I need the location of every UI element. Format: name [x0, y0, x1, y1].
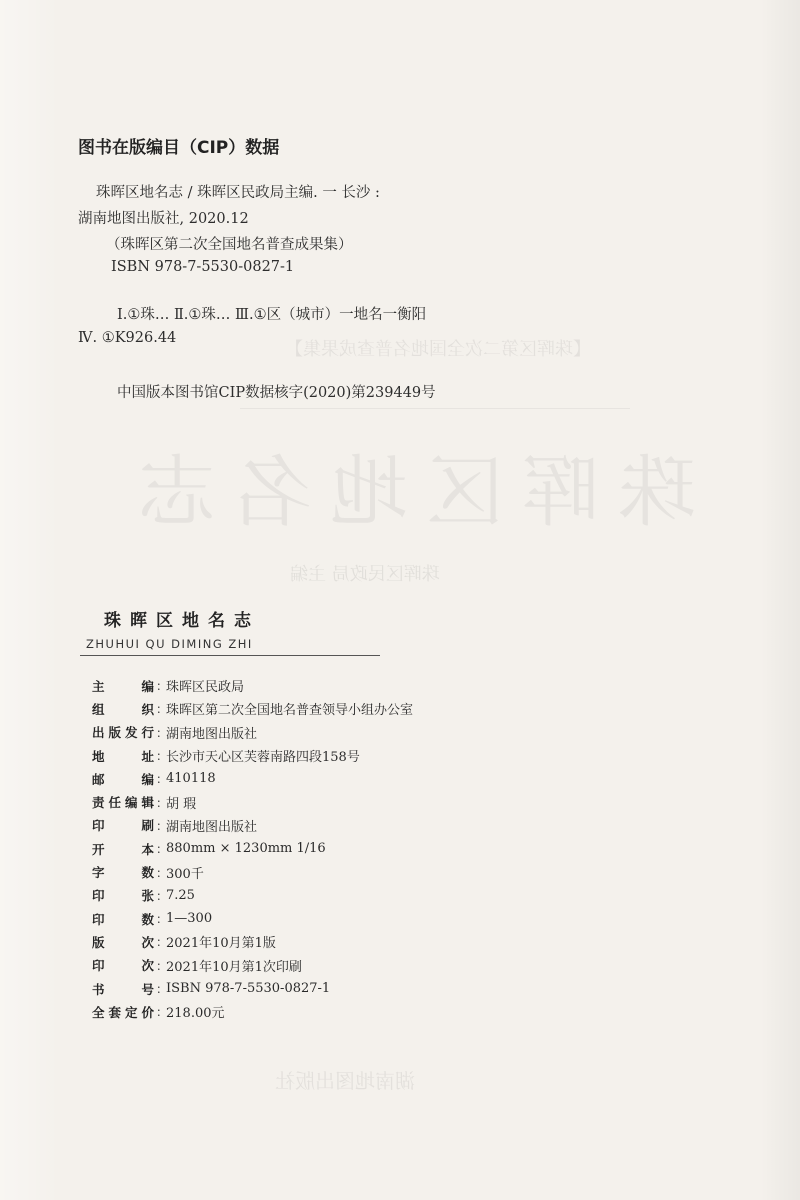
info-value: 湖南地图出版社 [166, 819, 258, 835]
info-label: 印次 [92, 958, 154, 974]
cip-line-publisher: 湖南地图出版社, 2020.12 [78, 211, 249, 227]
info-label: 全套定价 [92, 1004, 154, 1020]
info-label: 邮编 [92, 771, 154, 787]
publication-info-list [92, 674, 413, 1023]
info-label: 书号 [92, 981, 154, 997]
info-row-word-count: 字数 ： 300千 [92, 860, 413, 883]
info-value: ISBN 978-7-5530-0827-1 [166, 981, 331, 996]
info-row-price: 全套定价 ： 218.00元 [92, 1000, 413, 1023]
info-value: 410118 [166, 771, 216, 787]
info-row-sheets: 印张 ： 7.25 [92, 887, 195, 904]
info-value: 湖南地图出版社 [166, 726, 258, 742]
info-value: 218.00元 [166, 1006, 225, 1022]
info-row-organizer: 组织 ： 珠晖区第二次全国地名普查领导小组办公室 [92, 697, 413, 720]
info-row-postcode: 邮编 ： 410118 [92, 771, 216, 787]
book-title: 珠晖区地名志 [104, 611, 260, 631]
info-row-print-run: 印数 ： 1—300 [92, 911, 213, 927]
info-value: 880mm × 1230mm 1/16 [166, 841, 326, 857]
title-divider [80, 655, 380, 656]
cip-line-series: （珠晖区第二次全国地名普查成果集） [106, 237, 353, 253]
info-row-printer: 印刷 ： 湖南地图出版社 [92, 814, 413, 837]
info-value: 2021年10月第1次印刷 [166, 959, 302, 975]
info-row-publisher: 出版发行 ： 湖南地图出版社 [92, 721, 413, 744]
show-through-title: 珠晖区地名志 [120, 448, 697, 538]
cip-line-isbn: ISBN 978-7-5530-0827-1 [111, 259, 295, 275]
info-label: 开本 [92, 841, 154, 857]
info-value: 珠晖区民政局 [166, 680, 245, 696]
info-label: 地址 [92, 748, 154, 764]
info-label: 责任编辑 [92, 795, 154, 811]
show-through-publisher: 湖南地图出版社 [275, 1069, 415, 1093]
book-title-block [80, 606, 380, 651]
cip-heading: 图书在版编目（CIP）数据 [78, 138, 280, 158]
info-value: 珠晖区第二次全国地名普查领导小组办公室 [166, 703, 414, 719]
info-label: 组织 [92, 701, 154, 717]
info-label: 字数 [92, 865, 154, 881]
info-value: 1—300 [166, 911, 213, 927]
info-row-isbn: 书号 ： ISBN 978-7-5530-0827-1 [92, 981, 331, 997]
info-value: 300千 [166, 866, 204, 882]
info-label: 版次 [92, 934, 154, 950]
cip-line-title: 珠晖区地名志 / 珠晖区民政局主编. 一 长沙 : [96, 185, 380, 201]
info-value: 7.25 [166, 887, 195, 903]
info-value: 2021年10月第1版 [166, 936, 276, 952]
info-label: 出版发行 [92, 725, 154, 741]
show-through-editor: 珠晖区民政局 主编 [290, 564, 440, 585]
info-row-address: 地址 ： 长沙市天心区芙蓉南路四段158号 [92, 744, 413, 767]
info-row-editor: 主编 ： 珠晖区民政局 [92, 674, 413, 697]
info-label: 印张 [92, 888, 154, 904]
info-label: 印刷 [92, 818, 154, 834]
show-through-rule [240, 408, 630, 409]
info-row-impression: 印次 ： 2021年10月第1次印刷 [92, 954, 413, 977]
cip-line-approval-number: 中国版本图书馆CIP数据核字(2020)第239449号 [117, 385, 436, 401]
cip-line-classification: Ⅰ.①珠… Ⅱ.①珠… Ⅲ.①区（城市）一地名一衡阳 [117, 307, 427, 323]
show-through-series-title: 【珠晖区第二次全国地名普查成果集】 [285, 339, 591, 360]
info-label: 主编 [92, 678, 154, 694]
info-value: 长沙市天心区芙蓉南路四段158号 [166, 750, 360, 766]
info-label: 印数 [92, 911, 154, 927]
book-pinyin: ZHUHUI QU DIMING ZHI [86, 637, 253, 651]
info-row-responsible-editor: 责任编辑 ： 胡 瑕 [92, 790, 413, 813]
info-value: 胡 瑕 [166, 796, 197, 812]
info-row-edition: 版次 ： 2021年10月第1版 [92, 930, 413, 953]
info-row-format: 开本 ： 880mm × 1230mm 1/16 [92, 841, 326, 857]
cip-line-class-number: Ⅳ. ①K926.44 [78, 330, 177, 346]
